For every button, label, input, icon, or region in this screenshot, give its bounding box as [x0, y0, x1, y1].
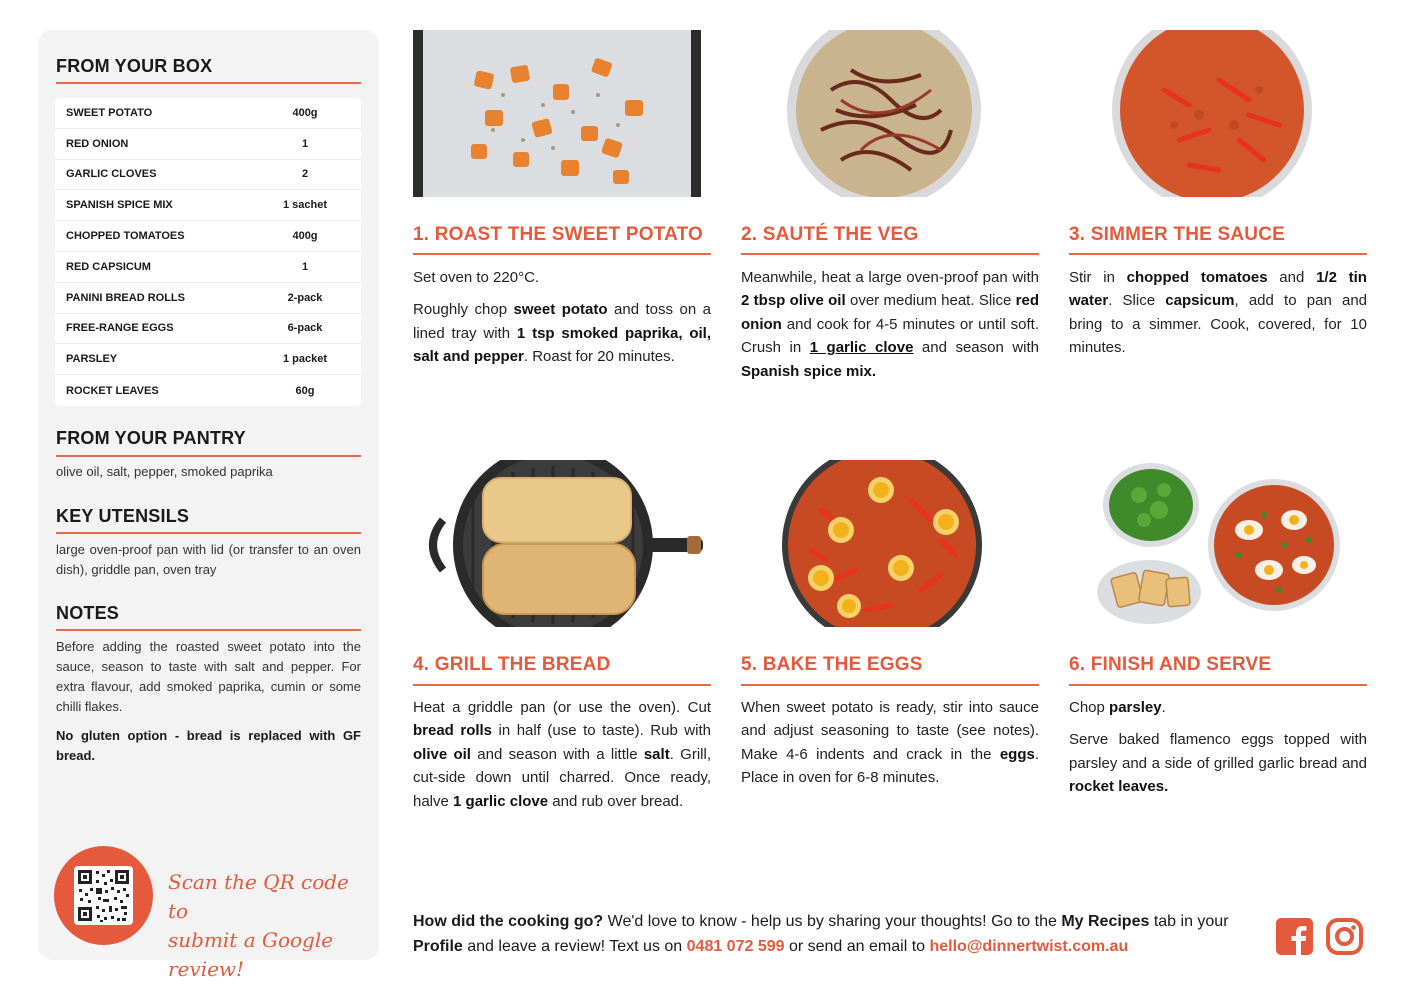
ingredient-name: SWEET POTATO	[66, 106, 153, 119]
divider	[56, 455, 361, 457]
bold-span: rocket leaves.	[1069, 778, 1169, 796]
table-row	[55, 375, 361, 406]
ingredient-name: PARSLEY	[66, 353, 118, 366]
step-6-p2	[1069, 728, 1367, 798]
text-span: and season with a little	[470, 745, 644, 763]
step-5-p1	[741, 696, 1039, 790]
utensils-title: KEY UTENSILS	[56, 506, 190, 526]
divider	[413, 684, 711, 686]
ingredient-qty: 1	[301, 260, 309, 273]
text-span: over medium heat. Slice	[845, 292, 1016, 310]
ingredients-table	[55, 98, 361, 406]
divider	[56, 82, 361, 84]
bold-span: bread rolls	[413, 722, 493, 740]
ingredient-name: SPANISH SPICE MIX	[66, 199, 173, 212]
bold-span: 1 tsp smoked paprika, oil, salt and pepper	[413, 324, 711, 366]
ingredient-name: PANINI BREAD ROLLS	[66, 291, 185, 304]
step-4-title: 4. GRILL THE BREAD	[413, 654, 611, 675]
bold-span: chopped tomatoes	[1126, 269, 1268, 286]
pantry-text: olive oil, salt, pepper, smoked paprika	[56, 464, 273, 479]
bold-span: olive oil	[413, 745, 471, 763]
simmer-sauce-photo	[1069, 30, 1366, 197]
table-row	[55, 283, 361, 314]
ingredient-qty: 2-pack	[287, 291, 323, 304]
notes-gf: No gluten option - bread is replaced with GF bread.	[56, 728, 361, 763]
roast-sweet-potato-photo	[413, 30, 701, 197]
text-span: , add to pan and bring to a simmer. Cook, covered, for 10 minutes.	[1069, 292, 1368, 357]
step-1-body	[413, 266, 711, 378]
divider	[1069, 684, 1367, 686]
underlined-bold-span: 1 garlic clove	[809, 339, 914, 357]
bold-span: 1/2 tin water	[1069, 269, 1367, 310]
table-row	[55, 344, 361, 375]
bold-span: eggs	[999, 745, 1035, 763]
ingredient-qty: 400g	[292, 230, 318, 243]
text-span: . Grill, cut-side down until charred. Once ready, halve	[413, 745, 711, 810]
table-row	[55, 98, 361, 129]
step-6-body	[1069, 696, 1367, 808]
text-span: .	[1161, 699, 1166, 716]
grill-bread-photo	[413, 460, 703, 627]
table-row	[55, 252, 361, 283]
text-span: Chop	[1069, 699, 1110, 716]
utensils-text: large oven-proof pan with lid (or transfer to an oven dish), griddle pan, oven tray	[56, 542, 361, 577]
qr-caption	[168, 868, 368, 984]
bold-span: red onion	[741, 292, 1040, 333]
text-span: and	[1267, 269, 1317, 286]
divider	[1069, 253, 1367, 255]
text-span: Roughly chop	[413, 301, 514, 319]
step-2-title: 2. SAUTÉ THE VEG	[741, 224, 919, 245]
qr-badge[interactable]	[54, 846, 153, 945]
step-2-p1	[741, 266, 1039, 383]
ingredient-name: FREE-RANGE EGGS	[66, 322, 174, 335]
pantry-title: FROM YOUR PANTRY	[56, 428, 246, 448]
saute-veg-photo	[741, 30, 1038, 197]
bake-eggs-photo	[741, 460, 1038, 627]
step-4-body	[413, 696, 711, 822]
qr-caption-line: submit a Google review!	[168, 928, 334, 981]
step-3-body	[1069, 266, 1367, 369]
table-row	[55, 221, 361, 252]
text-span: tab in your	[1149, 913, 1229, 930]
bold-span: parsley	[1109, 699, 1162, 716]
table-row	[55, 160, 361, 191]
ingredient-name: CHOPPED TOMATOES	[66, 230, 185, 243]
ingredient-name: GARLIC CLOVES	[66, 168, 157, 181]
instagram-icon[interactable]	[1326, 918, 1363, 955]
qr-code-icon	[74, 866, 133, 925]
footer-question: How did the cooking go?	[413, 913, 604, 930]
bold-span: salt	[643, 745, 670, 763]
ingredient-qty: 60g	[295, 384, 315, 397]
bold-span: sweet potato	[513, 301, 608, 319]
step-4-p1	[413, 696, 711, 813]
ingredient-qty: 6-pack	[287, 322, 323, 335]
ingredient-name: RED ONION	[66, 137, 129, 150]
divider	[56, 629, 361, 631]
bold-span: 1 garlic clove	[453, 792, 549, 810]
qr-caption-line: Scan the QR code to	[168, 870, 349, 923]
text-span: . Roast for 20 minutes.	[523, 348, 675, 366]
table-row	[55, 129, 361, 160]
email-link[interactable]: hello@dinnertwist.com.au	[929, 938, 1129, 955]
feedback-footer	[413, 909, 1263, 959]
step-5-body	[741, 696, 1039, 799]
text-span: Meanwhile, heat a large oven-proof pan with	[741, 269, 1039, 286]
divider	[741, 253, 1039, 255]
phone-link[interactable]: 0481 072 599	[686, 938, 785, 955]
profile-label: Profile	[413, 938, 463, 955]
table-row	[55, 314, 361, 345]
bold-span: 2 tbsp olive oil	[741, 292, 846, 310]
finish-serve-photo	[1069, 460, 1366, 627]
text-span: and cook for 4-5 minutes or until soft. Crush in	[741, 315, 1039, 357]
facebook-icon[interactable]	[1276, 918, 1313, 955]
step-5-title: 5. BAKE THE EGGS	[741, 654, 923, 675]
table-row	[55, 190, 361, 221]
notes-text: Before adding the roasted sweet potato into the sauce, season to taste with salt and pepper. For extra flavour, add smoked paprika, cumin or some chilli flakes.	[56, 639, 361, 714]
step-1-p1: Set oven to 220°C.	[413, 269, 540, 286]
text-span: and toss on a lined tray with	[413, 301, 712, 342]
step-2-body	[741, 266, 1039, 392]
step-6-p1	[1069, 696, 1367, 719]
step-3-p1	[1069, 266, 1367, 360]
sidebar-panel	[38, 30, 379, 981]
ingredient-qty: 1 packet	[282, 353, 328, 366]
text-span: Serve baked flamenco eggs topped with parsley and a side of grilled garlic bread and	[1069, 731, 1367, 772]
step-6-title: 6. FINISH AND SERVE	[1069, 654, 1272, 675]
ingredient-name: ROCKET LEAVES	[66, 384, 159, 397]
box-title: FROM YOUR BOX	[56, 56, 213, 76]
text-span: . Place in oven for 6-8 minutes.	[741, 745, 1039, 787]
divider	[413, 253, 711, 255]
bold-span: Spanish spice mix.	[741, 362, 877, 380]
bold-span: capsicum	[1165, 292, 1235, 310]
ingredient-qty: 1 sachet	[282, 199, 328, 212]
text-span: When sweet potato is ready, stir into sauce and adjust seasoning to taste (see notes). Make 4-6 indents and crack in the	[741, 699, 1039, 763]
text-span: . Slice	[1108, 292, 1166, 310]
divider	[56, 532, 361, 534]
text-span: Stir in	[1069, 269, 1127, 286]
step-3-title: 3. SIMMER THE SAUCE	[1069, 224, 1285, 245]
text-span: and leave a review! Text us on	[462, 938, 687, 955]
text-span: or send an email to	[784, 938, 930, 955]
notes-title: NOTES	[56, 603, 120, 623]
text-span: Heat a griddle pan (or use the oven). Cut	[413, 699, 711, 716]
ingredient-qty: 1	[301, 137, 309, 150]
text-span: and season with	[913, 339, 1039, 357]
ingredient-name: RED CAPSICUM	[66, 260, 151, 273]
step-1-p2	[413, 298, 711, 368]
ingredient-qty: 2	[301, 168, 309, 181]
text-span: We'd love to know - help us by sharing your thoughts! Go to the	[603, 913, 1062, 930]
step-1-title: 1. ROAST THE SWEET POTATO	[413, 224, 704, 245]
my-recipes-label: My Recipes	[1061, 913, 1150, 930]
ingredient-qty: 400g	[292, 106, 318, 119]
text-span: and rub over bread.	[548, 792, 684, 810]
divider	[741, 684, 1039, 686]
text-span: in half (use to taste). Rub with	[492, 722, 711, 740]
